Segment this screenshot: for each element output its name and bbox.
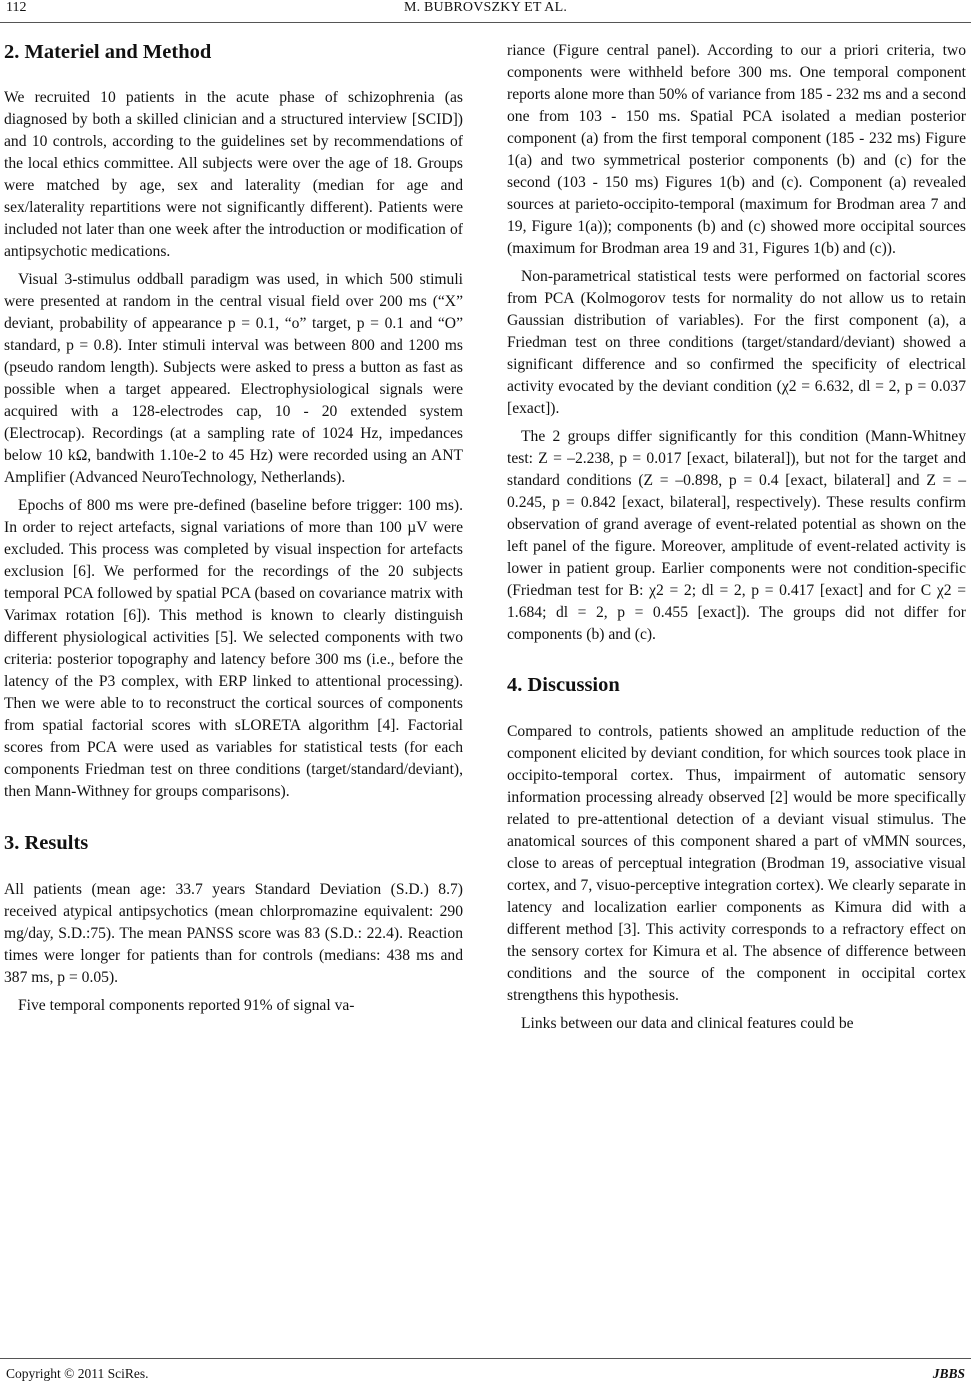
methods-paragraph-1: We recruited 10 patients in the acute phase of schizophrenia (as diagnosed by both a skilled clinician and a structured interview [SCID]) and 10 controls, according to the guidelines set by recommendations of the local ethics committee. All subjects were over the age of 18. Groups were matched by age, sex and laterality (median for age and sex/laterality repartitions were not significantly different). Patients were included not later than one week after the introduction or modification of antipsychotic medications. <box>4 89 463 260</box>
results-paragraph-3: Non-parametrical statistical tests were performed on factorial scores from PCA (Kolmogorov tests for normality do not allow us to retain Gaussian distribution of variables). For the first component (a), a Friedman test on three conditions (target/standard/deviant) showed a significant difference and so confirmed the specificity of electrical activity evocated by the deviant condition (χ2 = 6.632, dl = 2, p = 0.037 [exact]). <box>507 268 966 417</box>
footer-journal: JBBS <box>932 1366 965 1381</box>
results-paragraph-4: The 2 groups differ significantly for this condition (Mann-Whitney test: Z = –2.238, p = 0.017 [exact, bilateral]), but not for the target and standard conditions (Z = –0.898, p = 0.4 [exact, bilateral] and Z = –0.245, p = 0.842 [exact, bilateral], respectively). These results confirm observation of grand average of event-related potential as shown on the left panel of the figure. Moreover, amplitude of event-related activity is lower in patient group. Earlier components were not condition-specific (Friedman test for B: χ2 = 2; dl = 2, p = 0.417 [exact] and for C χ2 = 1.684; dl = 2, p = 0.455 [exact]). The groups did not differ for components (b) and (c). <box>507 428 966 643</box>
section-heading-discussion: 4. Discussion <box>507 674 620 696</box>
results-paragraph-1: All patients (mean age: 33.7 years Standard Deviation (S.D.) 8.7) received atypical antipsychotics (mean chlorpromazine equivalent: 290 mg/day, S.D.:75). The mean PANSS score was 83 (S.D.: 22.4). Reaction times were longer for patients than for controls (medians: 438 ms and 387 ms, p = 0.05). <box>4 881 463 986</box>
discussion-paragraph-1: Compared to controls, patients showed an amplitude reduction of the component elicited by deviant condition, for which sources took place in occipito-temporal cortex. Thus, impairment of automatic sensory information processing already observed [2] would be more specifically related to pre-attentional detection of a deviant visual stimulus. The anatomical sources of this component shared a part of vMMN sources, close to areas of perceptual integration (Brodman 19, associative visual cortex, and 7, visuo-perceptive integration cortex). We clearly separate in latency and localization earlier components as Kimura did with a different method [3]. This activity corresponds to a refractory effect on the sensory cortex for Kimura et al. The absence of difference between conditions and the source of the component in occipital cortex strengthens this hypothesis. <box>507 723 966 1004</box>
results-paragraph-2: Five temporal components reported 91% of signal va- <box>18 997 355 1014</box>
methods-paragraph-2: Visual 3-stimulus oddball paradigm was used, in which 500 stimuli were presented at random in the central visual field over 200 ms (“X” deviant, probability of appearance p = 0.1, “o” target, p = 0.1 and “O” standard, p = 0.8). Inter stimuli interval was between 800 and 1200 ms (pseudo random length). Subjects were asked to press a button as fast as possible when a target appeared. Electrophysiological signals were acquired with a 128-electrodes cap, 10 - 20 extended system (Electrocap). Recordings (at a sampling rate of 1024 Hz, impedances below 10 kΩ, bandwith 1.10e-2 to 45 Hz) were recorded using an ANT Amplifier (Advanced NeuroTechnology, Netherlands). <box>4 271 463 486</box>
page-number: 112 <box>6 0 27 15</box>
right-column <box>507 26 966 1035</box>
footer-copyright: Copyright © 2011 SciRes. <box>6 1366 149 1381</box>
discussion-paragraph-2: Links between our data and clinical features could be <box>521 1015 854 1032</box>
section-heading-methods: 2. Materiel and Method <box>4 41 212 63</box>
header-rule <box>0 22 971 23</box>
section-heading-results: 3. Results <box>4 832 89 854</box>
footer-rule <box>0 1358 971 1359</box>
left-column <box>4 26 463 1017</box>
running-head: M. BUBROVSZKY ET AL. <box>403 0 568 15</box>
results-paragraph-2-cont: riance (Figure central panel). According to our a priori criteria, two components were withheld before 300 ms. One temporal component reports alone more than 50% of variance from 185 - 232 ms and a second one from 103 - 150 ms. Spatial PCA isolated a median posterior component (a) from the first temporal component (185 - 232 ms) Figure 1(a) and two symmetrical posterior components (b) and (c) for the second (103 - 150 ms) Figures 1(b) and (c). Component (a) revealed sources at parieto-occipito-temporal (maximum for Brodman area 7 and 19, Figure 1(a)); components (b) and (c) showed more occipital sources (maximum for Brodman area 19 and 31, Figures 1(b) and (c)). <box>507 42 966 257</box>
methods-paragraph-3: Epochs of 800 ms were pre-defined (baseline before trigger: 100 ms). In order to reject artefacts, signal variations of more than 100 µV were excluded. This process was completed by visual inspection for artefacts exclusion [6]. We performed for the recordings of the 20 subjects temporal PCA followed by spatial PCA (based on covariance matrix with Varimax rotation [6]). This method is known to clearly distinguish different physiological activities [5]. We selected components with two criteria: posterior topography and latency before 300 ms (i.e., before the latency of the P3 complex, with ERP linked to attentional processing). Then we were able to to reconstruct the cortical sources of components from spatial factorial scores with sLORETA algorithm [4]. Factorial scores from PCA were used as variables for statistical tests (for each components Friedman test on three conditions (target/standard/deviant), then Mann-Withney for groups comparisons). <box>4 497 463 800</box>
